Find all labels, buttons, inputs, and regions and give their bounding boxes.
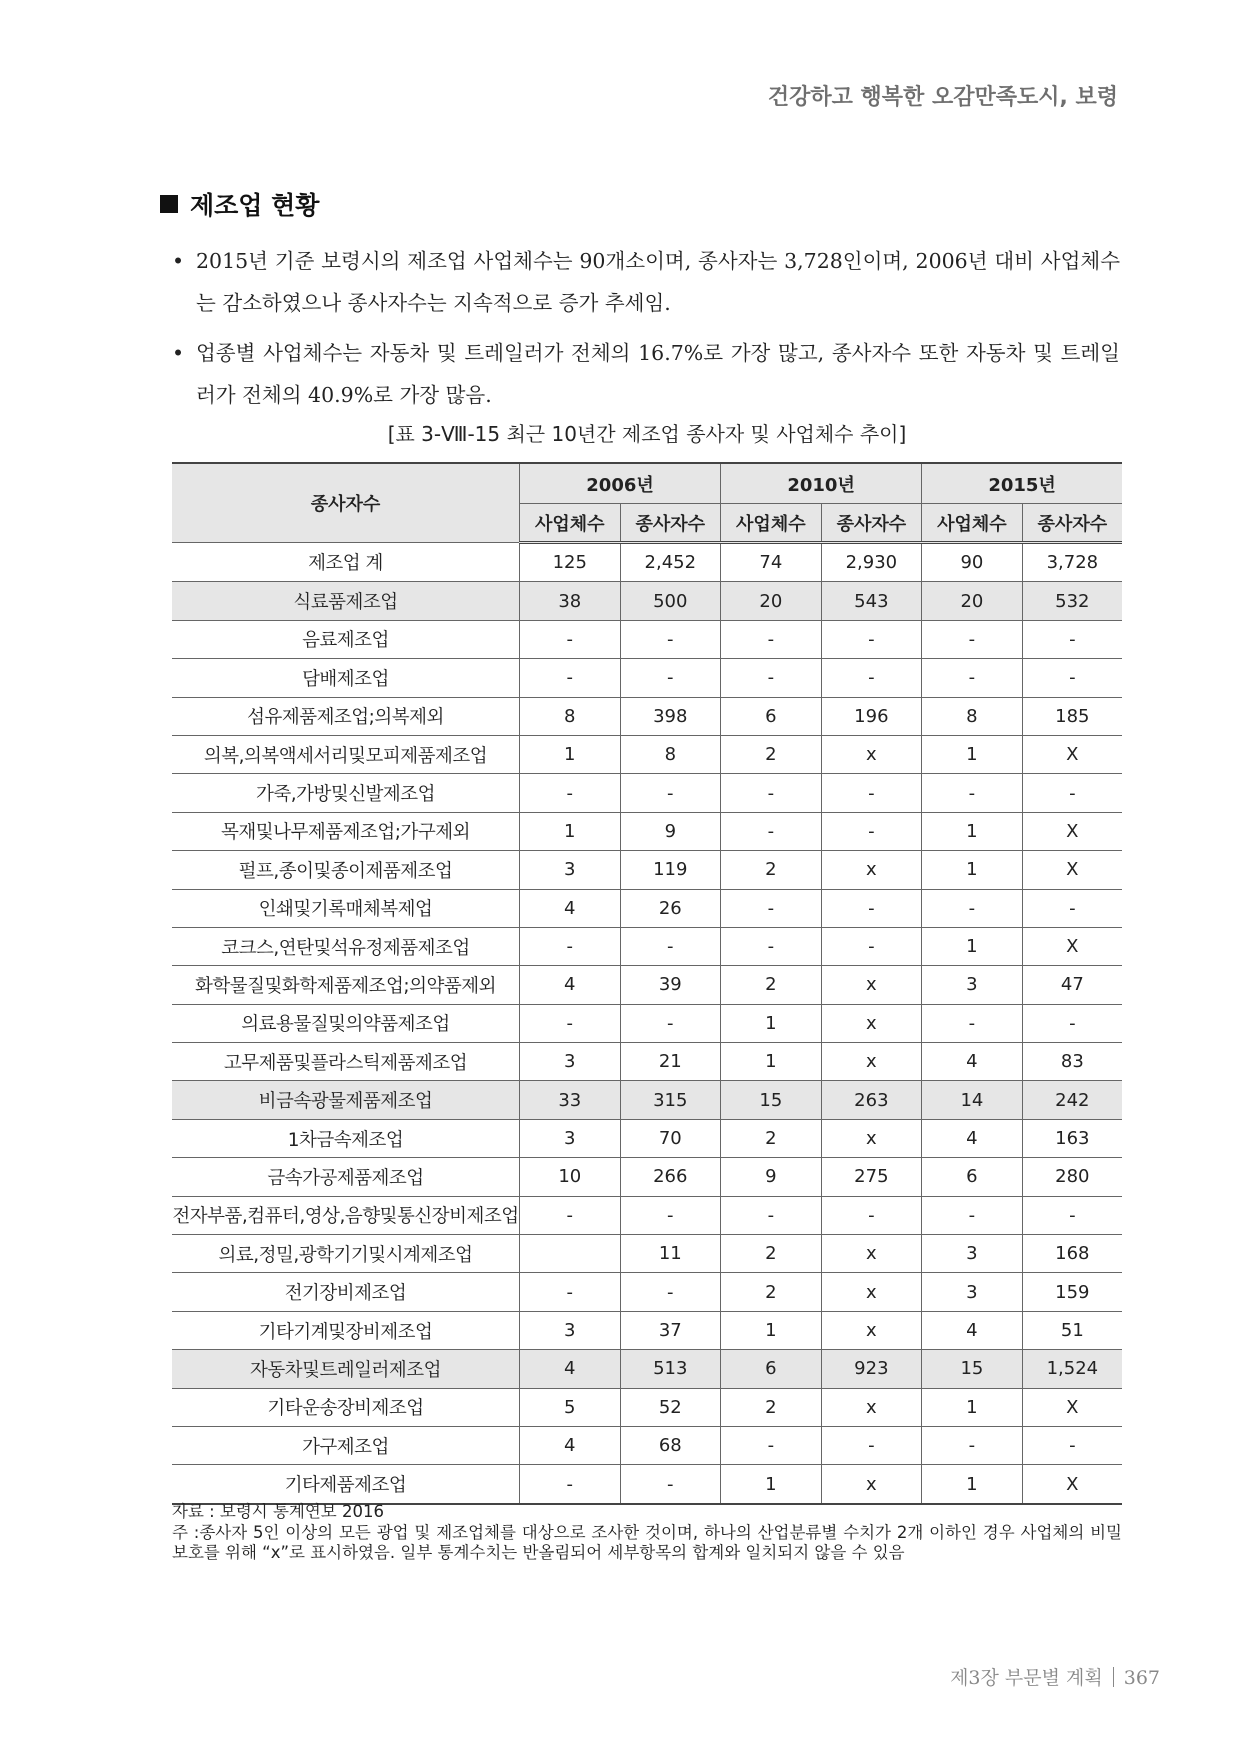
industry-name-cell: 기타운송장비제조업 [172, 1388, 520, 1426]
employees-cell: 47 [1022, 966, 1122, 1004]
table-row [172, 812, 1122, 850]
businesses-cell: 1 [922, 927, 1023, 965]
subheader-businesses: 사업체수 [520, 504, 621, 543]
businesses-cell: - [721, 620, 822, 658]
industry-name-cell: 1차금속제조업 [172, 1119, 520, 1157]
businesses-cell: 33 [520, 1081, 621, 1119]
employees-cell: 263 [821, 1081, 922, 1119]
employees-cell: - [821, 1426, 922, 1464]
businesses-cell: - [721, 927, 822, 965]
table-row [172, 620, 1122, 658]
employees-cell: - [821, 659, 922, 697]
table-row [172, 774, 1122, 812]
footer-divider [1113, 1667, 1114, 1687]
industry-name-cell: 기타기계및장비제조업 [172, 1311, 520, 1349]
businesses-cell: 1 [922, 1465, 1023, 1504]
businesses-cell: - [520, 1273, 621, 1311]
corner-header: 종사자수 [172, 463, 520, 543]
table-row [172, 1081, 1122, 1119]
businesses-cell: 3 [922, 966, 1023, 1004]
employees-cell: x [821, 1273, 922, 1311]
businesses-cell: 1 [721, 1004, 822, 1042]
industry-name-cell: 섬유제품제조업;의복제외 [172, 697, 520, 735]
employees-cell: 21 [620, 1043, 721, 1081]
businesses-cell: 14 [922, 1081, 1023, 1119]
industry-name-cell: 가죽,가방및신발제조업 [172, 774, 520, 812]
employees-cell: - [1022, 1196, 1122, 1234]
employees-cell: x [821, 735, 922, 773]
year-header: 2015년 [922, 463, 1122, 504]
table-row [172, 543, 1122, 582]
employees-cell: 196 [821, 697, 922, 735]
businesses-cell: - [922, 889, 1023, 927]
businesses-cell: - [922, 659, 1023, 697]
employees-cell: 280 [1022, 1158, 1122, 1196]
employees-cell: - [821, 889, 922, 927]
employees-cell: 8 [620, 735, 721, 773]
businesses-cell: 1 [922, 851, 1023, 889]
businesses-cell: 1 [520, 812, 621, 850]
industry-name-cell: 담배제조업 [172, 659, 520, 697]
employees-cell: 68 [620, 1426, 721, 1464]
industry-name-cell: 화학물질및화학제품제조업;의약품제외 [172, 966, 520, 1004]
employees-cell: 543 [821, 582, 922, 620]
businesses-cell: 2 [721, 851, 822, 889]
employees-cell: 398 [620, 697, 721, 735]
businesses-cell: 5 [520, 1388, 621, 1426]
table-row [172, 1119, 1122, 1157]
employees-cell: 513 [620, 1350, 721, 1388]
page-footer [950, 1663, 1160, 1690]
employees-cell: 9 [620, 812, 721, 850]
footnote: 주 :종사자 5인 이상의 모든 광업 및 제조업체를 대상으로 조사한 것이며, 하나의 산업분류별 수치가 2개 이하인 경우 사업체의 비밀보호를 위해 “x”로 표시하였음. 일부 통계수치는 반올림되어 세부항목의 합계와 일치되지 않을 수 있음 [172, 1522, 1122, 1562]
businesses-cell: 10 [520, 1158, 621, 1196]
employees-cell: 185 [1022, 697, 1122, 735]
employees-cell: 2,452 [620, 543, 721, 582]
employees-cell: - [620, 1273, 721, 1311]
section-heading [160, 186, 319, 222]
industry-name-cell: 펄프,종이및종이제품제조업 [172, 851, 520, 889]
employees-cell: 3,728 [1022, 543, 1122, 582]
businesses-cell: - [721, 1196, 822, 1234]
businesses-cell: 1 [922, 735, 1023, 773]
industry-name-cell: 목재및나무제품제조업;가구제외 [172, 812, 520, 850]
businesses-cell: 3 [520, 1043, 621, 1081]
employees-cell: - [620, 927, 721, 965]
bullet-dot-icon: • [172, 341, 185, 365]
employees-cell: - [821, 774, 922, 812]
industry-name-cell: 가구제조업 [172, 1426, 520, 1464]
industry-name-cell: 자동차및트레일러제조업 [172, 1350, 520, 1388]
table-notes [172, 1502, 1122, 1564]
employees-cell: - [821, 620, 922, 658]
year-header: 2006년 [520, 463, 721, 504]
black-square-icon [160, 195, 178, 213]
businesses-cell: - [922, 774, 1023, 812]
businesses-cell: 3 [520, 1119, 621, 1157]
table-row [172, 851, 1122, 889]
businesses-cell: 2 [721, 1388, 822, 1426]
businesses-cell: 4 [520, 1426, 621, 1464]
industry-name-cell: 기타제품제조업 [172, 1465, 520, 1504]
employees-cell: x [821, 1235, 922, 1273]
employees-cell: - [1022, 1426, 1122, 1464]
businesses-cell [520, 1235, 621, 1273]
employees-cell: - [620, 620, 721, 658]
employees-cell: x [821, 1465, 922, 1504]
businesses-cell: 9 [721, 1158, 822, 1196]
table-body [172, 543, 1122, 1504]
employees-cell: 11 [620, 1235, 721, 1273]
bullet-item [170, 332, 1120, 416]
industry-name-cell: 식료품제조업 [172, 582, 520, 620]
industry-name-cell: 음료제조업 [172, 620, 520, 658]
table-row [172, 1004, 1122, 1042]
businesses-cell: 4 [922, 1311, 1023, 1349]
employees-cell: - [1022, 1004, 1122, 1042]
employees-cell: 266 [620, 1158, 721, 1196]
table-row [172, 697, 1122, 735]
businesses-cell: 1 [922, 812, 1023, 850]
industry-name-cell: 의료용물질및의약품제조업 [172, 1004, 520, 1042]
businesses-cell: - [922, 1426, 1023, 1464]
businesses-cell: 1 [721, 1043, 822, 1081]
bullet-text: 업종별 사업체수는 자동차 및 트레일러가 전체의 16.7%로 가장 많고, 종사자수 또한 자동차 및 트레일러가 전체의 40.9%로 가장 많음. [196, 341, 1120, 407]
year-header: 2010년 [721, 463, 922, 504]
businesses-cell: - [721, 812, 822, 850]
businesses-cell: 20 [922, 582, 1023, 620]
industry-name-cell: 코크스,연탄및석유정제품제조업 [172, 927, 520, 965]
table-row [172, 1043, 1122, 1081]
businesses-cell: 6 [721, 1350, 822, 1388]
businesses-cell: - [721, 774, 822, 812]
businesses-cell: 6 [721, 697, 822, 735]
employees-cell: X [1022, 735, 1122, 773]
employees-cell: x [821, 966, 922, 1004]
businesses-cell: 38 [520, 582, 621, 620]
table-row [172, 1350, 1122, 1388]
employees-cell: 315 [620, 1081, 721, 1119]
bullet-item [170, 240, 1120, 324]
subheader-employees: 종사자수 [821, 504, 922, 543]
subheader-employees: 종사자수 [620, 504, 721, 543]
businesses-cell: 4 [520, 889, 621, 927]
employees-cell: x [821, 851, 922, 889]
businesses-cell: 2 [721, 735, 822, 773]
employees-cell: x [821, 1043, 922, 1081]
employees-cell: 119 [620, 851, 721, 889]
table-row [172, 582, 1122, 620]
businesses-cell: 1 [922, 1388, 1023, 1426]
businesses-cell: - [922, 1196, 1023, 1234]
table-row [172, 1235, 1122, 1273]
businesses-cell: 3 [922, 1273, 1023, 1311]
businesses-cell: 3 [922, 1235, 1023, 1273]
table-row [172, 1426, 1122, 1464]
table-row [172, 1196, 1122, 1234]
businesses-cell: 1 [721, 1465, 822, 1504]
businesses-cell: - [520, 1196, 621, 1234]
employees-cell: - [821, 812, 922, 850]
employees-cell: - [620, 1196, 721, 1234]
businesses-cell: - [520, 1465, 621, 1504]
industry-name-cell: 의료,정밀,광학기기및시계제조업 [172, 1235, 520, 1273]
employees-cell: x [821, 1004, 922, 1042]
employees-cell: 242 [1022, 1081, 1122, 1119]
businesses-cell: - [922, 1004, 1023, 1042]
businesses-cell: - [520, 659, 621, 697]
employees-cell: x [821, 1311, 922, 1349]
employees-cell: - [821, 1196, 922, 1234]
running-header-title: 건강하고 행복한 오감만족도시, 보령 [767, 85, 1118, 110]
industry-name-cell: 금속가공제품제조업 [172, 1158, 520, 1196]
businesses-cell: - [721, 1426, 822, 1464]
employees-cell: - [620, 659, 721, 697]
businesses-cell: - [520, 1004, 621, 1042]
manufacturing-table [172, 462, 1122, 1505]
businesses-cell: - [520, 620, 621, 658]
employees-cell: 2,930 [821, 543, 922, 582]
businesses-cell: 20 [721, 582, 822, 620]
industry-name-cell: 인쇄및기록매체복제업 [172, 889, 520, 927]
businesses-cell: 4 [520, 966, 621, 1004]
businesses-cell: 6 [922, 1158, 1023, 1196]
employees-cell: X [1022, 927, 1122, 965]
industry-name-cell: 의복,의복액세서리및모피제품제조업 [172, 735, 520, 773]
employees-cell: - [620, 1465, 721, 1504]
businesses-cell: 2 [721, 1119, 822, 1157]
table-row [172, 1158, 1122, 1196]
employees-cell: 51 [1022, 1311, 1122, 1349]
table-row [172, 1388, 1122, 1426]
employees-cell: x [821, 1119, 922, 1157]
businesses-cell: - [721, 659, 822, 697]
table-row [172, 889, 1122, 927]
industry-name-cell: 고무제품및플라스틱제품제조업 [172, 1043, 520, 1081]
employees-cell: 83 [1022, 1043, 1122, 1081]
employees-cell: X [1022, 851, 1122, 889]
subheader-businesses: 사업체수 [922, 504, 1023, 543]
employees-cell: - [620, 774, 721, 812]
businesses-cell: 3 [520, 851, 621, 889]
table-row [172, 927, 1122, 965]
subheader-businesses: 사업체수 [721, 504, 822, 543]
industry-name-cell: 제조업 계 [172, 543, 520, 582]
employees-cell: X [1022, 1465, 1122, 1504]
employees-cell: 923 [821, 1350, 922, 1388]
table-caption: [표 3-Ⅷ-15 최근 10년간 제조업 종사자 및 사업체수 추이] [387, 422, 907, 446]
businesses-cell: 2 [721, 1235, 822, 1273]
businesses-cell: 1 [520, 735, 621, 773]
employees-cell: 532 [1022, 582, 1122, 620]
footer-page-number: 367 [1123, 1667, 1160, 1689]
table-row [172, 966, 1122, 1004]
bullet-text: 2015년 기준 보령시의 제조업 사업체수는 90개소이며, 종사자는 3,728인이며, 2006년 대비 사업체수는 감소하였으나 종사자수는 지속적으로 증가 추세임. [196, 249, 1120, 315]
businesses-cell: 8 [520, 697, 621, 735]
table-row [172, 1273, 1122, 1311]
businesses-cell: - [721, 889, 822, 927]
businesses-cell: 8 [922, 697, 1023, 735]
businesses-cell: - [922, 620, 1023, 658]
businesses-cell: 4 [520, 1350, 621, 1388]
bullet-dot-icon: • [172, 249, 185, 273]
employees-cell: X [1022, 812, 1122, 850]
employees-cell: - [1022, 774, 1122, 812]
industry-name-cell: 전기장비제조업 [172, 1273, 520, 1311]
businesses-cell: 125 [520, 543, 621, 582]
table-header-row [172, 463, 1122, 504]
employees-cell: 39 [620, 966, 721, 1004]
employees-cell: 37 [620, 1311, 721, 1349]
businesses-cell: 4 [922, 1119, 1023, 1157]
businesses-cell: 15 [922, 1350, 1023, 1388]
employees-cell: - [1022, 659, 1122, 697]
employees-cell: 26 [620, 889, 721, 927]
businesses-cell: 3 [520, 1311, 621, 1349]
source-note: 자료 : 보령시 통계연보 2016 [172, 1502, 384, 1521]
businesses-cell: 4 [922, 1043, 1023, 1081]
businesses-cell: 15 [721, 1081, 822, 1119]
employees-cell: X [1022, 1388, 1122, 1426]
employees-cell: 500 [620, 582, 721, 620]
footer-chapter: 제3장 부문별 계획 [950, 1667, 1103, 1689]
table-row [172, 735, 1122, 773]
bullet-list [170, 240, 1120, 424]
employees-cell: 52 [620, 1388, 721, 1426]
businesses-cell: 74 [721, 543, 822, 582]
employees-cell: x [821, 1388, 922, 1426]
businesses-cell: 2 [721, 1273, 822, 1311]
employees-cell: 275 [821, 1158, 922, 1196]
employees-cell: 159 [1022, 1273, 1122, 1311]
industry-name-cell: 비금속광물제품제조업 [172, 1081, 520, 1119]
businesses-cell: 2 [721, 966, 822, 1004]
section-heading-text: 제조업 현황 [190, 191, 320, 220]
table-row [172, 1311, 1122, 1349]
employees-cell: - [620, 1004, 721, 1042]
businesses-cell: - [520, 774, 621, 812]
businesses-cell: 90 [922, 543, 1023, 582]
employees-cell: 163 [1022, 1119, 1122, 1157]
industry-name-cell: 전자부품,컴퓨터,영상,음향및통신장비제조업 [172, 1196, 520, 1234]
employees-cell: - [821, 927, 922, 965]
employees-cell: 168 [1022, 1235, 1122, 1273]
businesses-cell: - [520, 927, 621, 965]
employees-cell: 1,524 [1022, 1350, 1122, 1388]
subheader-employees: 종사자수 [1022, 504, 1122, 543]
employees-cell: - [1022, 620, 1122, 658]
table-row [172, 1465, 1122, 1504]
employees-cell: 70 [620, 1119, 721, 1157]
employees-cell: - [1022, 889, 1122, 927]
businesses-cell: 1 [721, 1311, 822, 1349]
table-row [172, 659, 1122, 697]
